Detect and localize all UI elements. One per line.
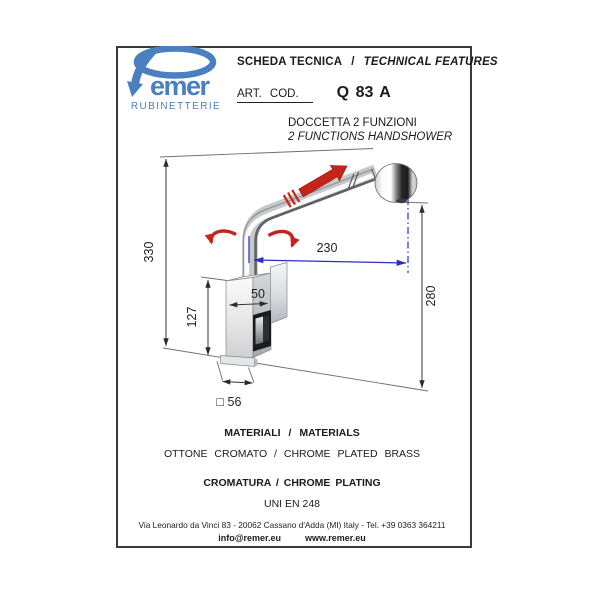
handshower-head (372, 164, 418, 204)
sheet-footer (116, 520, 468, 543)
rotation-arrow-right-icon (269, 231, 294, 246)
product-name-english: 2 FUNCTIONS HANDSHOWER (288, 131, 453, 143)
article-code-label: ART. COD. (237, 88, 313, 103)
svg-text:280: 280 (424, 285, 438, 307)
rotation-arrow-left-icon (211, 231, 236, 242)
svg-text:□ 56: □ 56 (216, 395, 242, 409)
svg-text:230: 230 (316, 241, 338, 255)
materials-section (116, 427, 468, 510)
title-english: TECHNICAL FEATURES (363, 56, 498, 68)
title-italian: SCHEDA TECNICA (237, 56, 343, 68)
product-name-italian: DOCCETTA 2 FUNZIONI (288, 117, 417, 129)
company-website: www.remer.eu (305, 533, 366, 543)
logo-subtitle-text: RUBINETTERIE (130, 101, 222, 112)
svg-text:330: 330 (142, 241, 156, 263)
materials-heading: MATERIALI / MATERIALS (224, 427, 360, 439)
logo-brand-text: emer (150, 71, 209, 101)
handle-lever (271, 263, 288, 324)
company-address: Via Leonardo da Vinci 83 - 20062 Cassano d'Adda (MI) Italy - Tel. +39 0363 364211 (138, 520, 446, 530)
svg-text:127: 127 (185, 306, 199, 328)
company-email: info@remer.eu (218, 533, 282, 543)
faucet-body (221, 263, 288, 367)
dimension-spout-height (422, 205, 438, 388)
dimension-total-height (142, 159, 166, 346)
plating-heading: CROMATURA / CHROME PLATING (203, 477, 381, 489)
dimension-body-height (185, 280, 208, 355)
title-separator: / (351, 56, 355, 68)
nozzle (396, 199, 407, 203)
plating-standard: UNI EN 248 (263, 498, 321, 510)
dimension-base-width (217, 382, 253, 410)
article-code-value: Q 83 A (336, 84, 391, 101)
materials-value: OTTONE CROMATO / CHROME PLATED BRASS (163, 448, 421, 460)
svg-text:50: 50 (251, 287, 265, 301)
